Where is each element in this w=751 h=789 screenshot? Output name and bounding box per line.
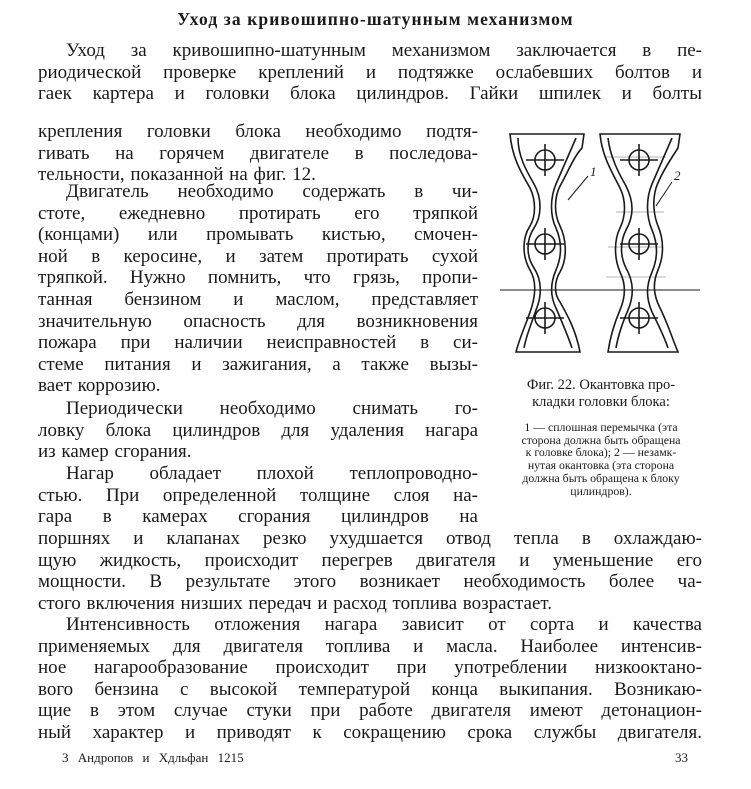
text-line: щую жидкость, происходит перегрев двигателя и уменьшение его bbox=[38, 549, 702, 571]
text-line: ный характер и приводят к сокращению срока службы двигателя. bbox=[38, 721, 702, 743]
text-line: стью. При определенной толщине слоя на- bbox=[38, 484, 478, 506]
paragraph-3 bbox=[38, 398, 478, 463]
paragraph-4-narrow bbox=[38, 463, 478, 528]
paragraph-1-narrow bbox=[38, 121, 478, 186]
figure-legend-line: должна быть обращена к блоку bbox=[522, 470, 680, 485]
text-line: гаек картера и головки блока цилиндров. Гайки шпилек и болты bbox=[38, 83, 702, 105]
paragraph-1-wide bbox=[38, 40, 702, 105]
text-line: вого бензина с высокой температурой конца выкипания. Возникаю- bbox=[38, 678, 702, 700]
text-line: вает коррозию. bbox=[38, 375, 161, 397]
text-line: стеме питания и зажигания, а также вызы- bbox=[38, 353, 478, 375]
paragraph-2 bbox=[38, 181, 478, 397]
gasket-figure bbox=[496, 126, 706, 366]
text-line: стого включения низших передач и расход топлива возрастает. bbox=[38, 592, 553, 614]
text-line: Интенсивность отложения нагара зависит от сорта и качества bbox=[66, 614, 702, 635]
paragraph-5 bbox=[38, 614, 702, 744]
text-line: поршнях и клапанах резко ухудшается отвод тепла в охлаждаю- bbox=[38, 528, 702, 549]
text-line: Двигатель необходимо содержать в чи- bbox=[66, 181, 478, 202]
gasket-drawing bbox=[496, 126, 706, 366]
text-line: гара в камерах сгорания цилиндров на bbox=[38, 506, 478, 528]
text-line: из камер сгорания. bbox=[38, 441, 192, 463]
text-line: (концами) или промывать кистью, смочен- bbox=[38, 224, 478, 246]
text-line: крепления головки блока необходимо подтя- bbox=[38, 121, 478, 142]
figure-legend-line: к головке блока); 2 — незамк- bbox=[525, 445, 677, 460]
text-line: танная бензином и маслом, представляет bbox=[38, 288, 478, 310]
figure-label-2: 2 bbox=[674, 168, 681, 183]
figure-legend-line: цилиндров). bbox=[570, 483, 632, 498]
figure-legend bbox=[490, 421, 712, 497]
paragraph-4-wide bbox=[38, 528, 702, 614]
text-line: тельности, показанной на фиг. 12. bbox=[38, 164, 316, 186]
figure-caption-line: кладки головки блока: bbox=[532, 394, 670, 410]
figure-caption bbox=[490, 377, 712, 411]
text-line: пожара при наличии неисправностей в си- bbox=[38, 332, 478, 354]
text-line: ловку блока цилиндров для удаления нагара bbox=[38, 419, 478, 441]
text-line: Уход за кривошипно-шатунным механизмом заключается в пе- bbox=[66, 40, 702, 61]
text-line: ной в керосине, и затем протирать сухой bbox=[38, 245, 478, 267]
text-line: применяемых для двигателя топлива и масла. Наиболее интенсив- bbox=[38, 635, 702, 657]
gasket-left bbox=[510, 134, 584, 352]
leader-lines bbox=[500, 176, 700, 290]
figure-legend-line: 1 — сплошная перемычка (эта bbox=[524, 420, 678, 434]
figure-label-1: 1 bbox=[590, 164, 597, 179]
text-line: мощности. В результате этого возникает необходимость более ча- bbox=[38, 571, 702, 593]
text-line: гивать на горячем двигателе в последова- bbox=[38, 142, 478, 164]
gasket-right bbox=[600, 134, 680, 352]
page-title: Уход за кривошипно-шатунным механизмом bbox=[177, 9, 574, 29]
text-line: щие в этом случае стуки при работе двигателя имеют детонацион- bbox=[38, 700, 702, 722]
figure-caption-line: Фиг. 22. Окантовка про- bbox=[526, 377, 676, 393]
page-number: 33 bbox=[675, 750, 688, 765]
footer-signature: 3 Андропов и Хдльфан 1215 bbox=[62, 750, 244, 765]
text-line: тряпкой. Нужно помнить, что грязь, пропи- bbox=[38, 267, 478, 289]
text-line: Периодически необходимо снимать го- bbox=[66, 398, 478, 419]
text-line: значительную опасность для возникновения bbox=[38, 310, 478, 332]
text-line: Нагар обладает плохой теплопроводно- bbox=[66, 463, 478, 484]
text-line: риодической проверке креплений и подтяжке ослабевших болтов и bbox=[38, 61, 702, 83]
figure-legend-line: сторона должна быть обращена bbox=[521, 432, 681, 447]
text-line: ное нагарообразование происходит при употреблении низкооктано- bbox=[38, 657, 702, 679]
figure-legend-line: нутая окантовка (эта сторона bbox=[527, 458, 675, 473]
text-line: стоте, ежедневно протирать его тряпкой bbox=[38, 202, 478, 224]
